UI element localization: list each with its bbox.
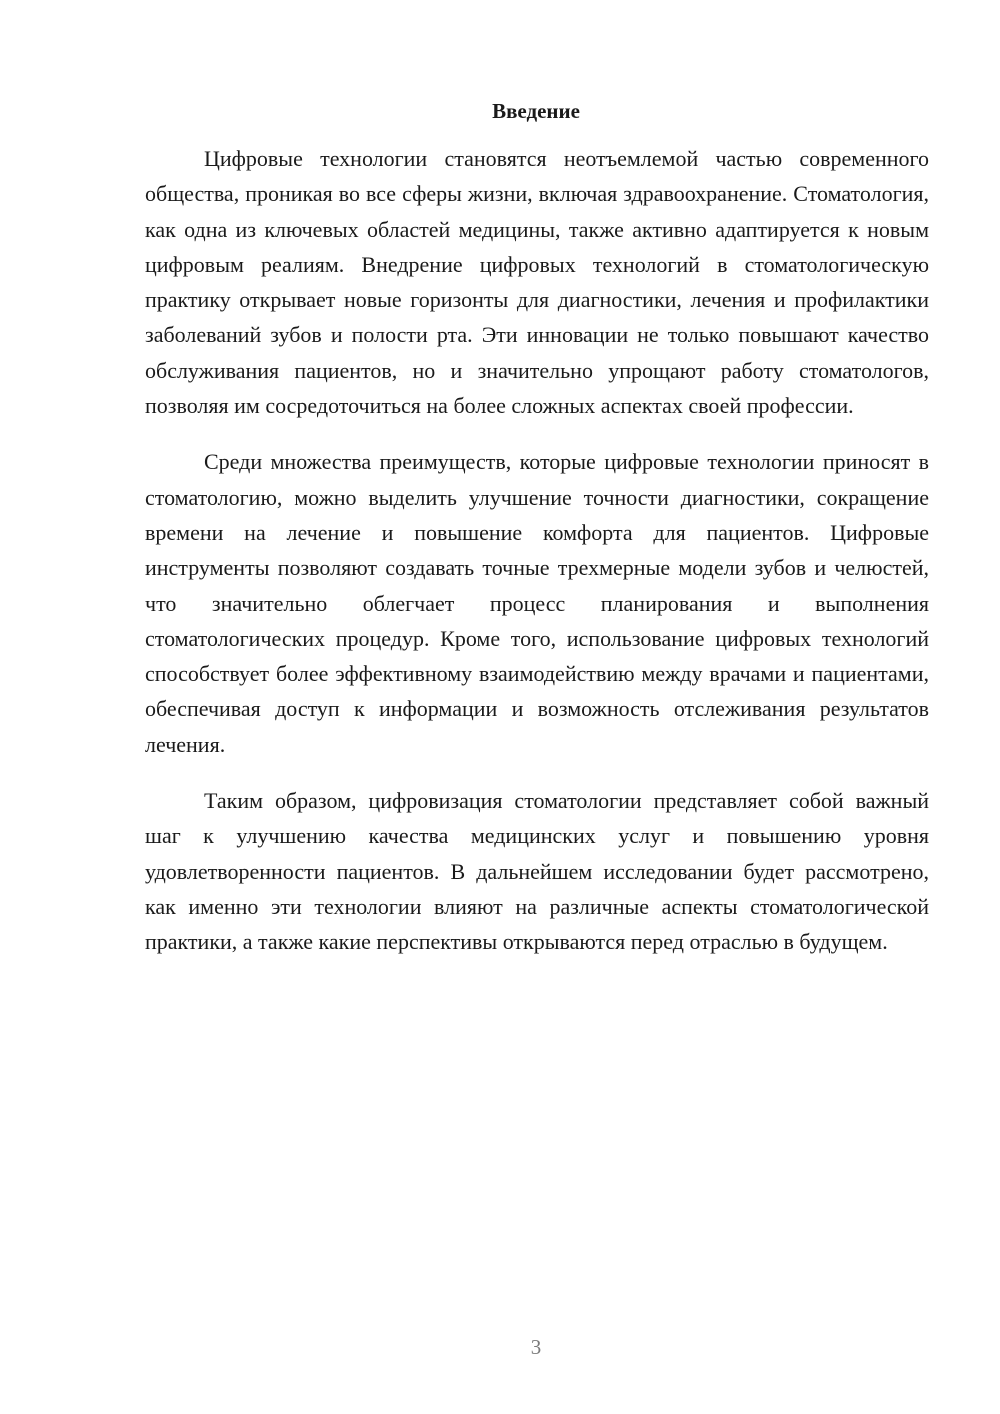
paragraph-3: Таким образом, цифровизация стоматологии представляет собой важный шаг к улучшению качества медицинских услуг и повышению уровня удовлетворенности пациентов. В дальнейшем исследовании будет рассмотрено, как именно эти технологии влияют на различные аспекты стоматологической практики, а также какие перспективы открываются перед отраслью в будущем. [145, 788, 929, 955]
paragraph-1: Цифровые технологии становятся неотъемлемой частью современного общества, проникая во все сферы жизни, включая здравоохранение. Стоматология, как одна из ключевых областей медицины, также активно адаптируется к новым цифровым реалиям. Внедрение цифровых технологий в стоматологическую практику открывает новые горизонты для диагностики, лечения и профилактики заболеваний зубов и полости рта. Эти инновации не только повышают качество обслуживания пациентов, но и значительно упрощают работу стоматологов, позволяя им сосредоточиться на более сложных аспектах своей профессии. [145, 146, 929, 419]
section-heading [0, 96, 1000, 126]
page-number: 3 [530, 1335, 542, 1359]
paragraph-2: Среди множества преимуществ, которые цифровые технологии приносят в стоматологию, можно выделить улучшение точности диагностики, сокращение времени на лечение и повышение комфорта для пациентов. Цифровые инструменты позволяют создавать точные трехмерные модели зубов и челюстей, что значительно облегчает процесс планирования и выполнения стоматологических процедур. Кроме того, использование цифровых технологий способствует более эффективному взаимодействию между врачами и пациентами, обеспечивая доступ к информации и возможность отслеживания результатов лечения. [145, 449, 929, 757]
body-text [145, 141, 929, 981]
section-heading-text: Введение [492, 99, 580, 123]
